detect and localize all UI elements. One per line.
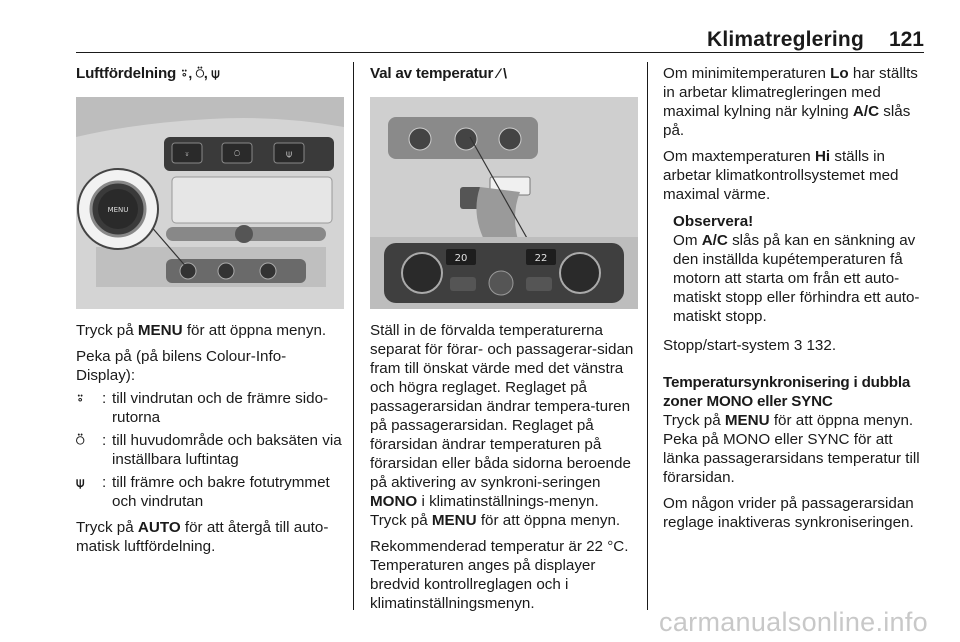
definition-item-windscreen: ⍤ : till vindrutan och de främre sido-rutorna xyxy=(76,390,329,426)
paragraph-temperature-1: Ställ in de förvalda temperaturerna separat för förar- och passagerar-sidan fram till önskat värde med det vänstra och högra reglaget. Reglaget på passagerarsidan ändrar tempera-turen på passagerarsidan. Reglaget på förarsidan ändrar temperaturen på förarsidan eller båda sidorna beroende på aktivering av synkroni-seringen MONO i klimatinställnings-menyn. Tryck på MENU för att öppna menyn. xyxy=(370,322,634,529)
right-temp-display: 22 xyxy=(534,253,548,264)
climate-panel-photo xyxy=(76,97,344,309)
page-title: Klimatreglering xyxy=(706,28,864,51)
stop-start-reference: Stopp/start-system 3 132. xyxy=(663,337,837,354)
page-header xyxy=(0,0,960,52)
paragraph-3: Tryck på AUTO för att återgå till auto-matisk luftfördelning. xyxy=(76,519,329,555)
header-rule xyxy=(76,52,924,53)
svg-text:⍦: ⍦ xyxy=(286,149,292,160)
temperature-icons: ⁄ \ xyxy=(497,65,507,81)
left-temp-display: 20 xyxy=(454,253,468,264)
definition-item-head-area: ⍥ : till huvudområde och baksäten via inställbara luftintag xyxy=(76,432,342,468)
auto-keyword: AUTO xyxy=(137,519,181,536)
column-divider-2 xyxy=(647,62,648,610)
svg-text:⍥: ⍥ xyxy=(234,149,240,160)
section-heading-air-distribution xyxy=(76,64,344,83)
paragraph-1: Tryck på MENU för att öppna menyn. xyxy=(76,322,327,339)
section-heading-temperature: Val av temperatur ⁄ \ xyxy=(370,65,507,82)
column-1 xyxy=(76,64,344,556)
head-area-air-icon: ⍥ xyxy=(76,432,85,448)
menu-keyword: MENU xyxy=(724,412,770,429)
windscreen-air-icon: ⍤ xyxy=(76,390,85,406)
note-box xyxy=(673,212,929,326)
mono-keyword: MONO xyxy=(370,493,418,510)
menu-knob-label: MENU xyxy=(107,206,129,214)
ac-keyword: A/C xyxy=(852,103,880,120)
menu-keyword: MENU xyxy=(431,512,477,529)
column-2 xyxy=(370,64,638,613)
temperature-controls-photo xyxy=(370,97,638,309)
paragraph-sync-2: Om någon vrider på passagerarsidan reglage inaktiveras synkroniseringen. xyxy=(663,495,914,531)
paragraph-sync-1: Tryck på MENU för att öppna menyn. Peka på MONO eller SYNC för att länka passagerarsidans temperatur till förarsidan. xyxy=(663,412,920,486)
definition-list xyxy=(76,389,344,511)
ac-keyword: A/C xyxy=(701,232,728,249)
paragraph-lo: Om minimitemperaturen Lo har ställts in arbetar klimatregleringen med maximal kylning när kylning A/C slås på. xyxy=(663,65,918,139)
svg-text:⍤: ⍤ xyxy=(184,149,190,160)
paragraph-hi: Om maxtemperaturen Hi ställs in arbetar klimatkontrollsystemet med maximal värme. xyxy=(663,148,899,203)
paragraph-temperature-2: Rekommenderad temperatur är 22 °C. Temperaturen anges på displayer bredvid kontrollreglagen och i klimatinställningsmenyn. xyxy=(370,538,629,612)
lo-keyword: Lo xyxy=(830,65,849,82)
footwell-air-icon: ⍦ xyxy=(76,474,85,490)
note-title: Observera! xyxy=(673,213,754,230)
section-heading-sync: Temperatursynkronisering i dubbla zoner MONO eller SYNC xyxy=(663,374,911,410)
definition-item-footwell: ⍦ : till främre och bakre fotutrymmet och vindrutan xyxy=(76,474,330,510)
column-divider-1 xyxy=(353,62,354,610)
page-number: 121 xyxy=(888,28,924,51)
hi-keyword: Hi xyxy=(814,148,831,165)
menu-keyword: MENU xyxy=(137,322,183,339)
paragraph-2: Peka på (på bilens Colour-Info-Display): xyxy=(76,348,287,384)
air-distribution-icons: ⍤, ⍥, ⍦ xyxy=(180,65,220,81)
heading-text: Luftfördelning xyxy=(76,65,177,82)
watermark: carmanualsonline.info xyxy=(659,607,928,637)
column-3 xyxy=(663,64,929,532)
note-text: Om A/C slås på kan en sänkning av den inställda kupétemperaturen få motorn att starta om från ett auto-matiskt stopp eller förhindra ett auto-matiskt stopp. xyxy=(673,232,920,325)
